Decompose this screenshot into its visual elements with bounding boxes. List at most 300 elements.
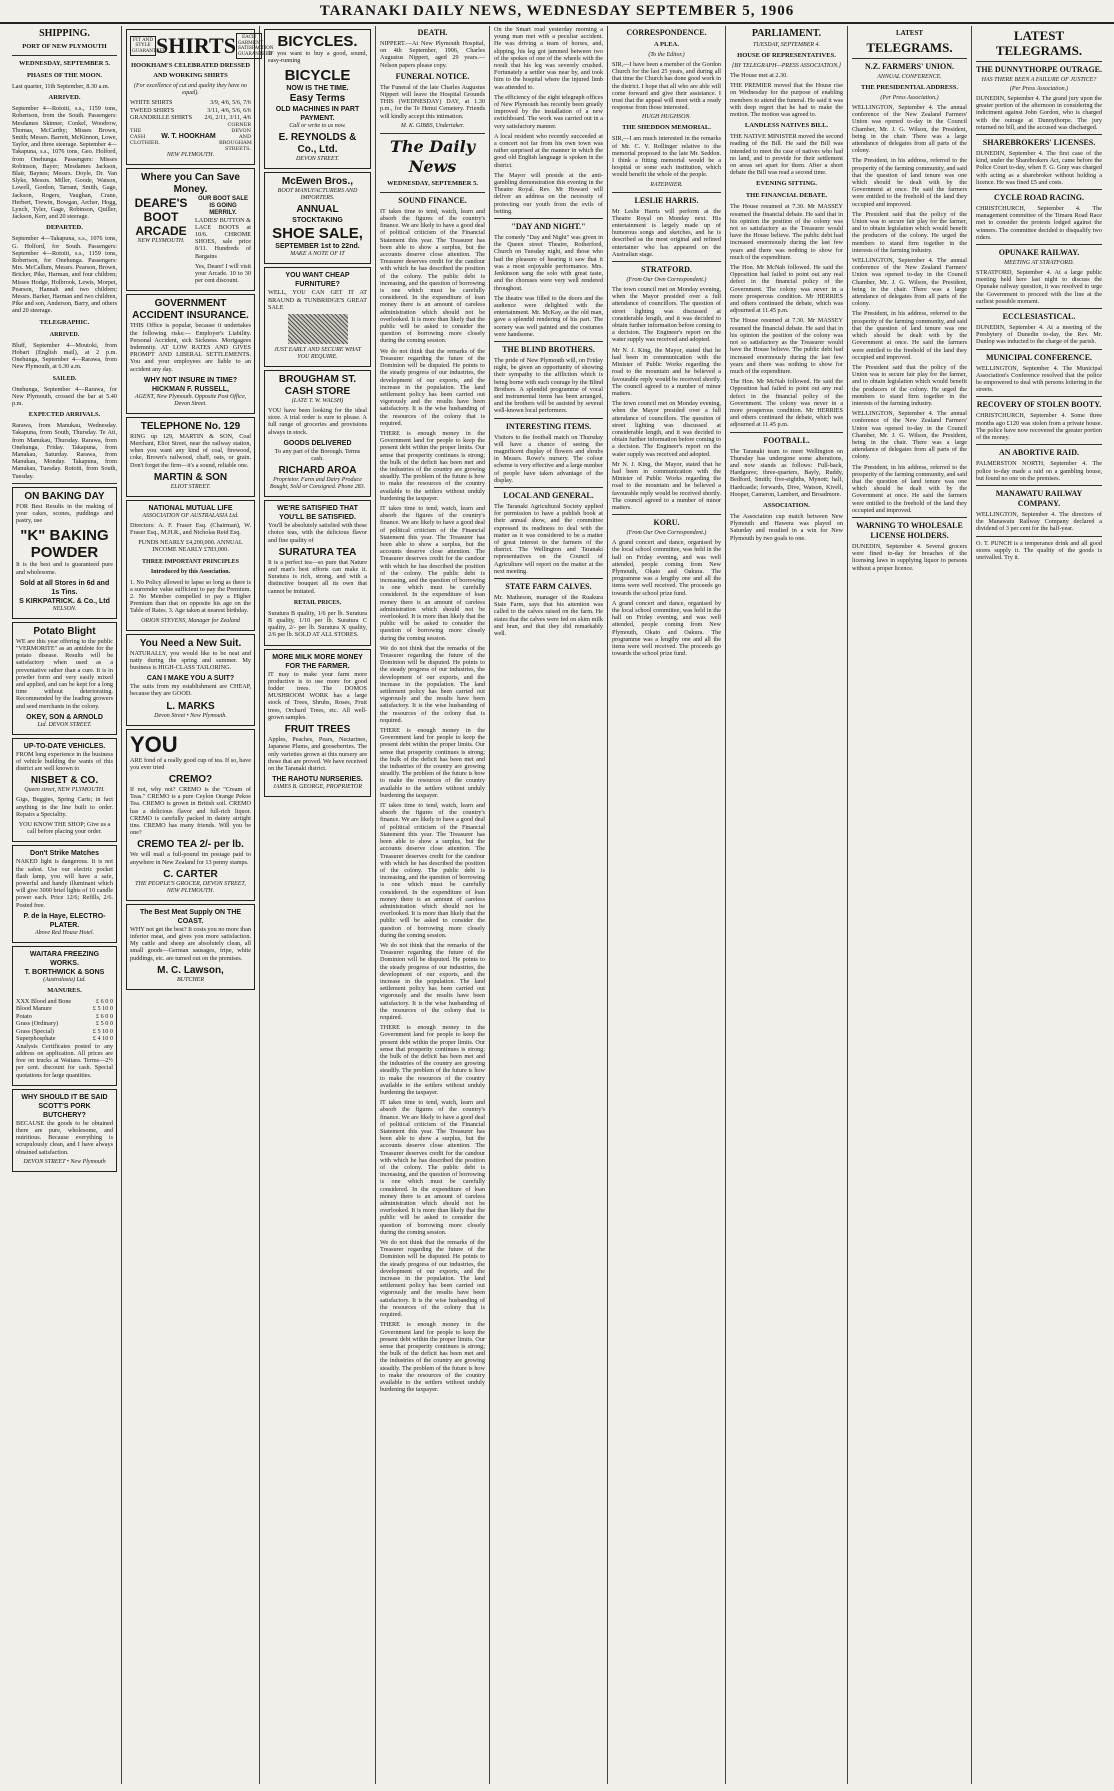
house-met: The House met at 2.30. bbox=[730, 72, 788, 79]
hookham-name: W. T. HOOKHAM bbox=[161, 133, 216, 140]
day-and-night-text: The comedy "Day and Night" was given in the Queen street Theatre, Rotherford, Church on Tuesday night, and those who had the pleasure of hearing it saw that it was a most enjoyable performance. Mrs. Jenkinson sang the solo with great taste, and the choruses were very well rendered throughout. bbox=[494, 234, 603, 292]
farmers-text-2: The President, in his address, referred to the prosperity of the farming community, and said that the question of land tenure was one which should be dealt with by the Government at once. He said the farmers were entitled to the freehold of the land they occupied and improved. bbox=[852, 463, 967, 514]
divider bbox=[976, 349, 1102, 350]
sheddon-sign: RATEPAYER. bbox=[650, 181, 683, 188]
divider bbox=[976, 244, 1102, 245]
aroa-sub: Proprietor. Farm and Dairy Produce Bought, Sold or Consigned. Phone 283. bbox=[269, 477, 366, 491]
koru-sub: (From Our Own Correspondent.) bbox=[626, 530, 707, 537]
masthead: TARANAKI DAILY NEWS, WEDNESDAY SEPTEMBER 5, 1906 bbox=[0, 0, 1114, 24]
column-2 bbox=[122, 26, 274, 1784]
leslie-harris-heading: LESLIE HARRIS. bbox=[634, 195, 699, 205]
stratford-text: The town council met on Monday evening, when the Mayor presided over a full attendance of councillors. The question of street lighting was discussed at considerable length, and it was decided to obtain further information before coming to a decision. The Engineer's report on the water supply was received and adopted. bbox=[612, 286, 721, 344]
divider bbox=[612, 261, 721, 262]
shirts-heading: SHIRTS bbox=[156, 33, 236, 58]
latest-label: LATEST bbox=[895, 29, 924, 37]
local-general-text: The Taranaki Agricultural Society applied for permission to have a publish book at their annual show, and the committee expressed its readiness to deal with the matter as it was considered to be a matter of great interest to the farmers of the district. The Wellington and Taranaki representatives on the Council of Agriculture will report on the matter at the next meeting. bbox=[494, 502, 603, 575]
lawson-sub: BUTCHER bbox=[177, 976, 204, 983]
finance-text-3: THERE is enough money in the Government land for people to keep the present debt within the proper limits. Our sense that prosperity continues is strong; the bulk of the deficit has been met and the industries of the country are growing steadily. The problem of the future is how to make the resources of the country available to the settlers without unduly burdening the taxpayer. bbox=[380, 429, 485, 502]
milk-heading: MORE MILK MORE MONEY FOR THE FARMER. bbox=[272, 653, 363, 670]
outrage-sub: HAS THERE BEEN A FAILURE OF JUSTICE? bbox=[981, 77, 1097, 83]
mcewen-shoe-sale-ad bbox=[264, 172, 371, 264]
scotts-text: BECAUSE the goods to be obtained there are pure, wholesome, and nutritious. Because everything is scrupulously clean, and I have always obtained satisfaction. bbox=[16, 1119, 113, 1156]
borthwick-sub: (Australasia) Ltd. bbox=[43, 976, 86, 983]
manure-row bbox=[16, 1035, 113, 1043]
brougham-text: YOU have been looking for the ideal store. A trial order is sure to please. A full range of groceries and provisions always in stock. bbox=[268, 407, 367, 436]
farmers-text: WELLINGTON, September 4. The annual conference of the New Zealand Farmers' Union was opened to-day in the Council Chamber, Mr. J. G. Wilson, the President, being in the chair. There was a large attendance of delegates from all parts of the colony. bbox=[852, 104, 967, 155]
licence-heading: WARNING TO WHOLESALE LICENSE HOLDERS. bbox=[856, 520, 963, 540]
sailed-text: Onehunga, September 4—Rarawa, for New Plymouth, crossed the bar at 5.40 p.m. bbox=[12, 385, 117, 407]
shirt-row-label: GRANDRILLE SHIRTS bbox=[130, 114, 193, 121]
press-line: (Per Press Association.) bbox=[1009, 86, 1069, 92]
matches-heading: Don't Strike Matches bbox=[30, 850, 99, 858]
parliament-heading: PARLIAMENT. bbox=[751, 28, 822, 39]
martin-name: MARTIN & SON bbox=[153, 471, 228, 483]
outrage-text: DUNEDIN, September 4. The grand jury upon the greater portion of the afternoon in considering the indictment against John Gordon, who is charged with the outrage at Dunnythorpe. The jury returned no bill, and the accused was discharged. bbox=[976, 95, 1102, 131]
vehicles-ad bbox=[12, 738, 117, 843]
goods-text: To any part of the Borough. Terms cash. bbox=[274, 447, 361, 463]
plea-heading: A PLEA. bbox=[654, 41, 679, 48]
kirkpatrick-name: S KIRKPATRICK. & Co., Ltd bbox=[19, 597, 110, 605]
potato-heading: Potato Blight bbox=[33, 625, 96, 637]
sharebrokers-text: DUNEDIN, September 4. The first case of the kind, under the Sharebrokers Act, came before the Police Court to-day, when F. G. Gray was charged with acting as a sharebroker without holding a licence. He was fined £5 and costs. bbox=[976, 150, 1102, 186]
mutual-directors: Directors: A. F. Fraser Esq. (Chairman), W. Fraser Esq., M.H.R., and Nicholas Reid Esq. bbox=[130, 521, 251, 536]
divider bbox=[612, 514, 721, 515]
scotts-addr: DEVON STREET • New Plymouth bbox=[23, 1158, 106, 1165]
furniture-foot: JUST EARLY AND SECURE WHAT YOU REQUIRE. bbox=[273, 347, 362, 361]
finance-text: IT takes time to tend, watch, learn and absorb the figures of the country's finance. We are likely to have a good deal of political criticism of the Financial Statement this year. The Treasurer has been able to show a surplus, but the accounts deserve close attention. The Treasurer deserves credit for the candour with which he has described the position of the colony. The public debt is increasing, and the question of borrowing is one which must be carefully considered. In the expenditure of loan money there is an amount of careless administration which should not be overlooked. It is more than likely that the public will be asked to consider the question of borrowing more closely during the coming session. bbox=[380, 1099, 485, 1236]
suratura-name: SURATURA TEA bbox=[278, 546, 357, 558]
carter-name: C. CARTER bbox=[163, 868, 218, 880]
state-farm-text: Mr. Matheson, manager of the Ruakura State Farm, says that his attention was called to the calves raised on the farm. He states that the calves were fed on skim milk and bran, and that they did remarkably well. bbox=[494, 594, 603, 638]
baking-note: It is the best and is guaranteed pure and wholesome. bbox=[16, 561, 113, 576]
divider bbox=[494, 578, 603, 579]
ecclesiastical-heading: ECCLESIASTICAL. bbox=[1002, 312, 1076, 322]
divider bbox=[976, 485, 1102, 486]
kirkpatrick-place: NELSON. bbox=[52, 605, 77, 612]
deare-right bbox=[195, 196, 251, 288]
association-heading: ASSOCIATION. bbox=[763, 501, 810, 509]
expected-heading: EXPECTED ARRIVALS. bbox=[28, 411, 101, 419]
debate-text: The House resumed at 7.30. Mr MASSEY resumed the financial debate. He said that in his opinion the position of the colony was not so satisfactory as the Treasurer would have the House believe. The public debt had increased enormously during the last few years and there was nothing to show for much of the expenditure. bbox=[730, 203, 843, 261]
manure-row bbox=[16, 1028, 113, 1036]
matches-text: NAKED light is dangerous. It is not the safest. Use our electric pocket flash lamp, you will have a safe, powerful and handy illuminant which will give 3000 brief lights of 10 candle power each. Price 12/6; Refills, 2/6. Posted free. bbox=[16, 858, 113, 909]
manure-row bbox=[16, 998, 113, 1006]
outrage-heading: THE DUNNYTHORPE OUTRAGE. bbox=[976, 65, 1103, 74]
hookham-left: THE CASH CLOTHIER. bbox=[130, 127, 160, 146]
cycle-heading: CYCLE ROAD RACING. bbox=[993, 193, 1084, 203]
suit-text: NATURALLY, you would like to be neat and natty during the spring and summer. My business is HIGH-CLASS TAILORING. bbox=[130, 649, 251, 671]
finance-text-3: THERE is enough money in the Government land for people to keep the present debt within the proper limits. Our sense that prosperity continues is strong; the bulk of the deficit has been met and the industries of the country are growing steadily. The problem of the future is how to make the resources of the country available to the settlers without unduly burdening the taxpayer. bbox=[380, 727, 485, 799]
columns bbox=[8, 26, 1106, 1784]
manure-row bbox=[16, 1005, 113, 1013]
plea-to: (To the Editor.) bbox=[648, 52, 685, 58]
telephone-text: RING up 129, MARTIN & SON, Coal Merchant, Eliot Street, near the railway station, when you want any kind of coal, firewood, coke, Brown's railwood, chaff, oats, or grain. Don't forget the firm—it's a sound, reliable one. bbox=[130, 432, 251, 469]
divider bbox=[494, 218, 603, 219]
sheddon-text: SIR,—I am much interested in the remarks of Mr. C. Y. Rollinger relative to the memorial proposed to the late Mr. Seddon. I think a fitting memorial would be a hospital or some such institution, which would benefit the whole of the people. bbox=[612, 135, 721, 179]
paper-date: WEDNESDAY, SEPTEMBER 5. bbox=[387, 179, 478, 187]
shipping-heading: SHIPPING. bbox=[39, 28, 90, 39]
farmers-text-2: The President, in his address, referred to the prosperity of the farming community, and said that the question of land tenure was one which should be dealt with by the Government at once. He said the farmers were entitled to the freehold of the land they occupied and improved. bbox=[852, 157, 967, 208]
divider bbox=[380, 192, 485, 193]
divider bbox=[976, 189, 1102, 190]
telephone-heading: TELEPHONE No. 129 bbox=[140, 420, 241, 432]
plea-sign: HUGH HUGHSON. bbox=[642, 114, 691, 121]
abortive-raid-heading: AN ABORTIVE RAID. bbox=[999, 448, 1079, 458]
shirts-header bbox=[130, 33, 274, 59]
lawson-name: M. C. Lawson, bbox=[157, 964, 224, 976]
mcewen-name: McEwen Bros., bbox=[281, 176, 354, 188]
old-machines: OLD MACHINES IN PART PAYMENT. bbox=[275, 106, 360, 123]
punch-ad-text: O. T. PUNCH is a temperance drink and all good stores supply it. The quality of the goods is unrivalled. Try it. bbox=[976, 539, 1102, 561]
baking-day-heading: ON BAKING DAY bbox=[24, 490, 105, 502]
goods-delivered: GOODS DELIVERED bbox=[283, 439, 352, 447]
column-6 bbox=[608, 26, 726, 1784]
divider bbox=[612, 192, 721, 193]
mutual-principles-heading: THREE IMPORTANT PRINCIPLES Introduced by this Association. bbox=[142, 558, 239, 575]
deare-title: Where you Can Save Money. bbox=[141, 171, 240, 195]
furniture-text: WELL, YOU CAN GET IT AT BRAUND & TUNBRIDGE'S GREAT SALE bbox=[268, 289, 367, 311]
nisbet-text: Gigs, Buggies, Spring Carts; in fact anything in the line built to order. Repairs a Speciality. bbox=[16, 796, 113, 818]
manures-heading: MANURES. bbox=[47, 986, 82, 994]
matches-ad bbox=[12, 845, 117, 942]
municipal-heading: MUNICIPAL CONFERENCE. bbox=[985, 352, 1093, 362]
deare-sale: OUR BOOT SALE IS GOING MERRILY. bbox=[197, 195, 248, 216]
finance-text: IT takes time to tend, watch, learn and absorb the figures of the country's finance. We are likely to have a good deal of political criticism of the Financial Statement this year. The Treasurer has been able to show a surplus, but the accounts deserve close attention. The Treasurer deserves credit for the candour with which he has described the position of the colony. The public debt is increasing, and the question of borrowing is one which must be carefully considered. In the expenditure of loan money there is an amount of careless administration which should not be overlooked. It is more than likely that the public will be asked to consider the question of borrowing more closely during the coming session. bbox=[380, 802, 485, 939]
manure-row bbox=[16, 1020, 113, 1028]
municipal-text: WELLINGTON, September 4. The Municipal Association's Conference resolved that the police be empowered to deal with persons loitering in the streets. bbox=[976, 364, 1102, 394]
divider bbox=[12, 55, 117, 56]
vehicles-heading: UP-TO-DATE VEHICLES. bbox=[23, 742, 106, 750]
cremo-text: ARE fond of a really good cup of tea. If so, have you ever tried bbox=[130, 756, 251, 771]
parliament-date: TUESDAY, SEPTEMBER 4. bbox=[752, 42, 821, 48]
landless-heading: LANDLESS NATIVES BILL. bbox=[744, 122, 829, 130]
manure-row-label: Superphosphate bbox=[16, 1035, 56, 1043]
funeral-heading: FUNERAL NOTICE. bbox=[395, 71, 470, 81]
finance-text-2: We do not think that the remarks of the Treasurer regarding the future of the Dominion will be disputed. He points to the steady progress of our industries, the development of our exports, and the increase in the population. The land settlement policy has been carried out vigorously and the results have been satisfactory. It is the wise husbanding of the resources of the colony that is required. bbox=[380, 644, 485, 724]
telegraphic-arrived-text: Bluff, September 4—Moutoki, from Hobart (English mail), at 2 p.m. Onehunga, September 4—Rarawa, from New Plymouth, at 6.30 a.m. bbox=[12, 341, 117, 371]
death-heading: DEATH. bbox=[417, 28, 448, 37]
finance-text-3: THERE is enough money in the Government land for people to keep the present debt within the proper limits. Our sense that prosperity continues is strong; the bulk of the deficit has been met and the industries of the country are growing steadily. The problem of the future is how to make the resources of the country available to the settlers without unduly burdening the taxpayer. bbox=[380, 1024, 485, 1096]
baking-sold: Sold at all Stores in 6d and 1s Tins. bbox=[19, 579, 110, 596]
deare-name: DEARE'S BOOT ARCADE bbox=[134, 195, 188, 238]
divider bbox=[380, 133, 485, 134]
column-5 bbox=[490, 26, 608, 1784]
waitara-ad bbox=[12, 946, 117, 1086]
retail-text: Suratura B quality, 1/6 per lb. Suratura B quality, 1/10 per lb. Suratura C quality, 2/- per lb. Suratura X quality, 2/6 per lb. SOLD AT ALL STORES. bbox=[268, 609, 367, 639]
landless-text: THE NATIVE MINISTER moved the second reading of the Bill. He said the Bill was intended to meet the case of natives who had no land, and to provide for their settlement on areas set apart for them. After a short debate the Bill was read a second time. bbox=[730, 133, 843, 177]
koru-heading: KORU. bbox=[653, 518, 680, 528]
retail-prices-heading: RETAIL PRICES. bbox=[293, 599, 342, 606]
mutual-title: NATIONAL MUTUAL LIFE bbox=[148, 504, 233, 512]
latest-telegrams-heading: LATEST TELEGRAMS. bbox=[995, 28, 1083, 58]
stratford-text: The town council met on Monday evening, when the Mayor presided over a full attendance of councillors. The question of street lighting was discussed at considerable length, and it was decided to obtain further information before coming to a decision. The Engineer's report on the water supply was received and adopted. bbox=[612, 400, 721, 458]
finance-text-3: THERE is enough money in the Government land for people to keep the present debt within the proper limits. Our sense that prosperity continues is strong; the bulk of the deficit has been met and the industries of the country are growing steadily. The problem of the future is how to make the resources of the country available to the settlers without unduly burdening the taxpayer. bbox=[380, 1321, 485, 1394]
finance-text-2: We do not think that the remarks of the Treasurer regarding the future of the Dominion will be disputed. He points to the steady progress of our industries, the development of our exports, and the increase in the population. The land settlement policy has been carried out vigorously and the results have been satisfactory. It is the wise husbanding of the resources of the colony that is required. bbox=[380, 1239, 485, 1319]
mayor-text: The Mayor will preside at the anti-gambling demonstration this evening in the Theatre Royal. Rev. Mr Howard will deliver an address on the necessity of protecting our youth from the evils of betting. bbox=[494, 171, 603, 215]
mcewen-sub: BOOT MANUFACTURERS AND IMPORTERS. bbox=[277, 188, 358, 202]
sale-dates: SEPTEMBER 1st to 22nd. bbox=[275, 243, 360, 251]
evening-heading: EVENING SITTING. bbox=[756, 180, 817, 188]
football-heading: FOOTBALL. bbox=[763, 435, 810, 445]
government-insurance-ad bbox=[126, 294, 255, 413]
bicycle-call: Call or write to us now. bbox=[289, 123, 346, 130]
aroa-name: RICHARD AROA bbox=[278, 465, 357, 477]
leslie-harris-text: Mr Leslie Harris will perform at the Theatre Royal on Monday next. His entertainment is largely made up of humorous songs and sketches, and he is described as the most original and refined entertainer who has appeared on the Australian stage. bbox=[612, 207, 721, 258]
manure-row-label: XXX Blood and Bone bbox=[16, 997, 72, 1005]
manure-row-label: Grass (Special) bbox=[16, 1027, 54, 1035]
bicycle-word: BICYCLE bbox=[284, 67, 351, 85]
manure-row bbox=[16, 1013, 113, 1021]
telegraphic-arrived-heading: ARRIVED. bbox=[49, 331, 80, 338]
manure-price-list bbox=[16, 998, 113, 1043]
interesting-items-heading: INTERESTING ITEMS. bbox=[505, 421, 592, 431]
manure-row-price: £ 5 10 0 bbox=[92, 1005, 113, 1013]
shirt-row bbox=[130, 99, 251, 107]
hookham-ad bbox=[126, 29, 274, 165]
opunake-heading: OPUNAKE RAILWAY. bbox=[998, 248, 1080, 258]
shirt-row-price: 3/11, 4/6, 5/6, 6/6 bbox=[207, 106, 251, 114]
borthwick-name: T. BORTHWICK & SONS bbox=[24, 968, 105, 976]
rahotu-nurseries-ad bbox=[264, 649, 371, 797]
manawatu-text: WELLINGTON, September 4. The directors of the Manawatu Railway Company declared a dividend of 3 per cent for the half-year. bbox=[976, 510, 1102, 533]
cremo-question: CREMO? bbox=[168, 774, 213, 786]
mutual-manager: ORION STEVENS, Manager for Zealand bbox=[141, 617, 240, 624]
manure-row-label: Blood Manure bbox=[16, 1005, 52, 1013]
delahaye-name: P. de la Haye, ELECTRO-PLATER. bbox=[23, 912, 106, 929]
meat-text: WHY not get the best? It costs you no more than inferior meat, and gives you more satisfaction. My cattle and sheep are absolutely clean, all small goods—German sausages, tripe, white puddings, etc. are turned out on the premises. bbox=[130, 925, 251, 962]
hookham-right: CORNER DEVON AND BROUGHAM STREETS. bbox=[218, 121, 252, 152]
departed-heading: DEPARTED. bbox=[46, 224, 83, 232]
manure-note: Analysis Certificates posted to any address on application. All prices are free on trucks at Waitara. Terms—2½ per cent. discount for cash. Special quotations for large quantities. bbox=[16, 1042, 113, 1079]
hookham-title: HOOKHAM'S CELEBRATED DRESSED AND WORKING SHIRTS bbox=[130, 62, 251, 79]
divider bbox=[494, 418, 603, 419]
brougham-store-ad bbox=[264, 370, 371, 497]
furniture-illustration bbox=[288, 314, 348, 344]
ecclesiastical-text: DUNEDIN, September 4. At a meeting of the Presbytery of Dunedin to-day, the Rev. Mr. Dunlop was inducted to the charge of the parish. bbox=[976, 324, 1102, 346]
scotts-ad bbox=[12, 1089, 117, 1172]
gov-title: GOVERNMENT ACCIDENT INSURANCE. bbox=[132, 298, 249, 322]
plea-text: SIR,—I have been a member of the Gordon Church for the last 25 years, and during all that time the Church has done good work in the district. I hope that all who are able will come forward and give their assistance. I trust that the appeal will meet with a ready response from those interested. bbox=[612, 61, 721, 112]
farmers-text-3: The President said that the policy of the Union was to secure fair play for the farmer, and to obtain legislation which would benefit the producers of the colony. He urged the members to stand firm together in the interests of the farming industry. bbox=[852, 363, 967, 407]
divider bbox=[494, 487, 603, 488]
divider bbox=[976, 396, 1102, 397]
stratford-heading: STRATFORD. bbox=[641, 265, 692, 275]
reynolds-bicycle-ad bbox=[264, 29, 371, 169]
hookham-town: NEW PLYMOUTH. bbox=[166, 151, 215, 158]
easy-terms: Easy Terms bbox=[289, 93, 346, 105]
undertaker: M. K. GIBBS, Undertaker. bbox=[400, 122, 465, 129]
shirt-price-list bbox=[130, 99, 251, 122]
shirt-row bbox=[130, 107, 251, 115]
arrived-heading: ARRIVED. bbox=[48, 94, 81, 102]
football-text: The Taranaki team to meet Wellington on Thursday has undergone some alterations, and now stands as follows: Full-back, Hardgrave; three-quarters, Bayly, Ruddy, Bedford, Smith; five-eighths, Mynott; half, Hardcastle; forwards, Dive, Watson, Kivell, Hooper, Cameron, Lambert, and Broadmore. bbox=[730, 447, 843, 498]
finance-text: IT takes time to tend, watch, learn and absorb the figures of the country's finance. We are likely to have a good deal of political criticism of the Financial Statement this year. The Treasurer has been able to show a surplus, but the accounts deserve close attention. The Treasurer deserves credit for the candour with which he has described the position of the colony. The public debt is increasing, and the question of borrowing is one which must be carefully considered. In the expenditure of loan money there is an amount of careless administration which should not be overlooked. It is more than likely that the public will be asked to consider the question of borrowing more closely during the coming session. bbox=[380, 207, 485, 345]
departed-text: September 4—Takapuna, s.s., 1076 tons, G. Holford, for South. Passengers: September 4—Rotoiti, s.s., 1159 tons, Robertson, for Onehunga. Passengers: Mrs. McCallum, Messrs. Pearson, Brown, Bricker, Pike, Harman, and four children; Misses Hodge, Holbrook, Lewis, Morpet, Pearson, Hannah and two children; Messrs. Barker, Harman and two children, Pike and son, Anderson, Barry, and others and 20 steerage. bbox=[12, 235, 117, 315]
okey-sub: Ltd. DEVON STREET. bbox=[37, 721, 92, 728]
blind-brothers-heading: THE BLIND BROTHERS. bbox=[502, 344, 595, 354]
deare-body bbox=[130, 196, 251, 288]
death-text: NIPPERT.—At New Plymouth Hospital, on 4th September, 1906, Charles Augustus Nippert, aged 29 years.—Nelson papers please copy. bbox=[380, 40, 485, 69]
interesting-items-text: Visitors to the football match on Thursday will have a chance of seeing the magnificent display of flowers and shrubs in Messrs. Rowe's nursery. The colour scheme is very effective and a large number of people have taken advantage of the display. bbox=[494, 433, 603, 484]
manawatu-heading: MANAWATU RAILWAY COMPANY. bbox=[995, 488, 1083, 508]
cremo-text2: If not, why not? CREMO is the "Cream of Teas." CREMO is a pure Ceylon Orange Pekoe Tea. CREMO is grown in British soil. CREMO has a delicious flavor and full-rich liquor. CREMO is carefully packed in dainty airtight tins. CREMO has many friends. Will you be one? bbox=[130, 786, 251, 837]
potato-blight-ad bbox=[12, 622, 117, 735]
divider bbox=[852, 58, 967, 59]
fruit-text: Apples, Peaches, Pears, Nectarines, Japanese Plums, and gooseberries. The only varieties grown at this nursery are those that are proved. We have received on the Taranaki district. bbox=[268, 736, 367, 772]
divider bbox=[976, 444, 1102, 445]
deare-ad bbox=[126, 168, 255, 292]
deare-place: NEW PLYMOUTH. bbox=[137, 237, 185, 244]
port-heading: PORT OF NEW PLYMOUTH bbox=[22, 43, 107, 50]
milk-text: IT may to make your farm more productive is to use more for good fodder trees. The DOMOS MUSHROOM WORK has a large stock of Trees, Shrubs, Roses, Fruit trees, Orchard Trees, etc. All well-grown samples. bbox=[268, 670, 367, 721]
bicycle-text: IF you want to buy a good, sound, easy-running bbox=[268, 50, 367, 65]
cremo-price: CREMO TEA 2/- per lb. bbox=[137, 839, 244, 851]
blind-brothers-text: The pride of New Plymouth will, on Friday night, be given an opportunity of showing their sympathy to the affliction which is being borne with such courage by the Blind Brothers. A splendid programme of vocal and instrumental items has been arranged, and the brothers will be assisted by several well-known local performers. bbox=[494, 356, 603, 415]
national-mutual-ad bbox=[126, 500, 255, 631]
waitara-heading: WAITARA FREEZING WORKS. bbox=[29, 950, 100, 967]
meat-title: The Best Meat Supply ON THE COAST. bbox=[139, 908, 242, 925]
make-note: MAKE A NOTE OF IT bbox=[290, 251, 345, 258]
sheddon-heading: THE SHEDDON MEMORIAL. bbox=[622, 124, 711, 132]
nisbet-name: NISBET & CO. bbox=[30, 775, 99, 787]
shipping-date: WEDNESDAY, SEPTEMBER 5. bbox=[19, 60, 110, 67]
martin-addr: ELIOT STREET. bbox=[170, 483, 211, 490]
correspondence-heading: CORRESPONDENCE. bbox=[626, 28, 707, 37]
finance-heading: SOUND FINANCE. bbox=[398, 195, 467, 205]
moon-heading: PHASES OF THE MOON. bbox=[26, 72, 103, 79]
shoe-sale-word: SHOE SALE, bbox=[272, 225, 363, 243]
booty-text: CHRISTCHURCH, September 4. Some three months ago £120 was stolen from a private house. The police have now recovered the greater portion of the money. bbox=[976, 412, 1102, 442]
carter-sub: THE PEOPLE'S GROCER, DEVON STREET, NEW PLYMOUTH. bbox=[135, 880, 246, 894]
finance-text: IT takes time to tend, watch, learn and absorb the figures of the country's finance. We are likely to have a good deal of political criticism of the Financial Statement this year. The Treasurer has been able to show a surplus, but the accounts deserve close attention. The Treasurer deserves credit for the candour with which he has described the position of the colony. The public debt is increasing, and the question of borrowing is one which must be carefully considered. In the expenditure of loan money there is an amount of careless administration which should not be overlooked. It is more than likely that the public will be asked to consider the question of borrowing more closely during the coming session. bbox=[380, 504, 485, 642]
reynolds-name: E. REYNOLDS & Co., Ltd. bbox=[278, 132, 357, 156]
farmers-text: WELLINGTON, September 4. The annual conference of the New Zealand Farmers' Union was opened to-day in the Council Chamber, Mr. J. G. Wilson, the President, being in the chair. There was a large attendance of delegates from all parts of the colony. bbox=[852, 257, 967, 308]
expected-text: Rarawa, from Manukau, Wednesday. Takapuna, from South, Thursday. Te Ati, from Manukau, Thursday. Rarawa, from Onehunga, Friday. Takapuna, from Manukau, Saturday. Rarawa, from Manukau, Monday. Takapuna, from Manukau, Tuesday. Rotoiti, from South, Tuesday. bbox=[12, 422, 117, 480]
debate-text: The House resumed at 7.30. Mr MASSEY resumed the financial debate. He said that in his opinion the position of the colony was not so satisfactory as the Treasurer would have the House believe. The public debt had increased enormously during the last few years and there was nothing to show for much of the expenditure. bbox=[730, 317, 843, 375]
press-line: [BY TELEGRAPH—PRESS ASSOCIATION.] bbox=[731, 63, 842, 69]
arrived-text: September 4—Rotoiti, s.s., 1159 tons, Robertson, from the South. Passengers: Mesdames Skinner, Conkel, Woodrow, Thomas, McCarthy; Misses Brown, Smith; Messrs. Barrett, McKinnon, Lowe, Taylor, and three steerage. September 4—Takapuna, s.s., 1076 tons, Geo. Holford, from Onehunga. Passengers: Misses Robinson, Bayer; Mesdames Jackson, Blair, Baynes; Messrs. Doyle, Dr. Van Slyke, Messrs. Miller, Goode, Watson, Lowell, Gordon, Tarrant, Smith, Gage, Jackson, Rogers, Vaughan, Crane, Herbert, Trewin, Bowgan, Archer, Hogg, Lynch, Tyler, Gage, Robinson, Quiller, Jackson, Kerr, and 20 steerage. bbox=[12, 105, 117, 221]
annual-word: ANNUAL bbox=[296, 204, 339, 216]
mutual-points: 1. No Policy allowed to lapse so long as there is a surrender value sufficient to pay the Premium. 2. No Member compelled to pay a Higher Premium than that on opposite his age on the Table of Rates. 3. Age taken at nearest birthday. bbox=[130, 578, 251, 615]
state-farm-heading: STATE FARM CALVES. bbox=[505, 582, 592, 591]
divider bbox=[976, 134, 1102, 135]
martin-son-ad bbox=[126, 417, 255, 497]
opunake-sub: MEETING AT STRATFORD. bbox=[1004, 260, 1074, 267]
manure-row-price: £ 6 0 0 bbox=[95, 1012, 113, 1020]
suratura-head: WE'RE SATISFIED THAT YOU'LL BE SATISFIED. bbox=[277, 505, 358, 522]
divider bbox=[976, 308, 1102, 309]
day-and-night-heading: "DAY AND NIGHT." bbox=[511, 222, 586, 232]
manure-row-label: Grass (Ordinary) bbox=[16, 1020, 59, 1028]
opunake-text: STRATFORD, September 4. At a large public meeting held here last night to discuss the Opunake railway question, it was resolved to urge the Government to proceed with the line at the earliest possible moment. bbox=[976, 269, 1102, 305]
deare-foot: Yes, Deare! I will visit your Arcade. 10 to 30 per cent discount. bbox=[195, 262, 251, 285]
finance-text-2: We do not think that the remarks of the Treasurer regarding the future of the Dominion will be disputed. He points to the steady progress of our industries, the development of our exports, and the increase in the population. The land settlement policy has been carried out vigorously and the results have been satisfactory. It is the wise husbanding of the resources of the colony that is required. bbox=[380, 347, 485, 427]
bicycles-heading: BICYCLES. bbox=[277, 33, 358, 50]
shirt-row-label: TWEED SHIRTS bbox=[130, 106, 175, 114]
bicycle-now: NOW IS THE TIME. bbox=[286, 85, 349, 93]
scotts-name: SCOTT'S PORK BUTCHERY? bbox=[38, 1102, 91, 1119]
local-general-heading: LOCAL AND GENERAL. bbox=[503, 490, 594, 500]
lawson-butcher-ad bbox=[126, 904, 255, 990]
marks-addr: Devon Street • New Plymouth. bbox=[154, 712, 227, 719]
cremo-text3: We will mail a full-pound tin postage paid to anywhere in New Zealand for 13 penny stamps. bbox=[130, 851, 251, 866]
association-text: The Association cup match between New Plymouth and Hawera was played on Saturday and resulted in a win for New Plymouth by two goals to one. bbox=[730, 512, 843, 542]
funeral-text: The Funeral of the late Charles Augustus Nippert will leave the Hospital Grounds THIS (WEDNESDAY) DAY, at 1.30 p.m., for the Te Henui Cemetery. Friends will kindly accept this intimation. bbox=[380, 83, 485, 120]
column-8 bbox=[848, 26, 972, 1784]
stratford-sub: (From Our Own Correspondent.) bbox=[626, 277, 707, 284]
suratura-text2: It is a perfect tea—so pure that Nature and man's best efforts can make it. Suratura is rich, strong, and with a distinctive bouquet all its own that cannot be imitated. bbox=[268, 558, 367, 595]
farmers-sub: ANNUAL CONFERENCE. bbox=[877, 74, 942, 80]
suit-title: You Need a New Suit. bbox=[139, 637, 242, 649]
sharebrokers-heading: SHAREBROKERS' LICENSES. bbox=[982, 138, 1096, 148]
financial-debate-heading: THE FINANCIAL DEBATE. bbox=[745, 192, 828, 200]
shirt-row-price: 2/6, 2/11, 3/11, 4/6 bbox=[204, 114, 251, 121]
house-heading: HOUSE OF REPRESENTATIVES. bbox=[737, 52, 836, 59]
gov-agent: HICKMAN F. RUSSELL, bbox=[152, 385, 229, 393]
rahotu-sub: JAMES B. GEORGE, PROPRIETOR bbox=[272, 784, 363, 791]
brougham-name: BROUGHAM ST. CASH STORE bbox=[278, 374, 357, 398]
debate-text-2: The Hon. Mr McNab followed. He said the Opposition had failed to point out any real defect in the financial policy of the Government. The colony was never in a more prosperous condition. Mr HERRIES and others continued the debate, which was adjourned at 11.45 p.m. bbox=[730, 378, 843, 429]
suratura-tea-ad bbox=[264, 500, 371, 645]
column-3 bbox=[260, 26, 376, 1784]
manure-row-price: £ 4 10 0 bbox=[92, 1035, 113, 1043]
manure-row-label: Potato bbox=[16, 1012, 32, 1020]
divider bbox=[852, 517, 967, 518]
divider bbox=[976, 536, 1102, 537]
finance-text-2: We do not think that the remarks of the Treasurer regarding the future of the Dominion will be disputed. He points to the steady progress of our industries, the development of our exports, and the increase in the population. The land settlement policy has been carried out vigorously and the results have been satisfactory. It is the wise husbanding of the resources of the colony that is required. bbox=[380, 941, 485, 1021]
suit-question: CAN I MAKE YOU A SUIT? bbox=[146, 675, 235, 683]
nisbet-sub: Queen street, NEW PLYMOUTH. bbox=[24, 787, 105, 794]
stratford-text-2: Mr N. J. King, the Mayor, stated that he had been in communication with the Minister of Public Works regarding the road to the mountain and he believed a favourable reply would be received shortly. The council agreed to a number of minor matters. bbox=[612, 346, 721, 397]
stocktaking-word: STOCKTAKING bbox=[292, 217, 343, 225]
vehicles-text: FROM long experience in the business of vehicle building the wants of this district are well known to bbox=[16, 750, 113, 773]
cycle-text: CHRISTCHURCH, September 4. The management committee of the Timaru Road Race met to consider the protests lodged against the winners. The committee decided to disqualify two riders. bbox=[976, 205, 1102, 241]
mutual-sub: ASSOCIATION OF AUSTRALASIA Ltd. bbox=[142, 512, 239, 519]
deare-text: LADIES' BUTTON & LACE BOOTS at 10/6. CHROME SHOES, sale price 8/11. Hundreds of Bargains bbox=[195, 216, 251, 260]
debate-text-2: The Hon. Mr McNab followed. He said the Opposition had failed to point out any real defect in the financial policy of the Government. The colony was never in a more prosperous condition. Mr HERRIES and others continued the debate, which was adjourned at 11.45 p.m. bbox=[730, 264, 843, 315]
rahotu-name: THE RAHOTU NURSERIES. bbox=[272, 776, 363, 784]
shop-text: YOU KNOW THE SHOP; Give us a call before placing your order. bbox=[18, 821, 111, 836]
farmers-union-heading: N.Z. FARMERS' UNION. bbox=[865, 62, 954, 71]
sailed-heading: SAILED. bbox=[52, 375, 77, 382]
moon-text: Last quarter, 11th September, 8.30 a.m. bbox=[12, 83, 110, 90]
abortive-raid-text: PALMERSTON NORTH, September 4. The police to-day made a raid on a gambling house, but found no one on the premises. bbox=[976, 460, 1102, 482]
booty-heading: RECOVERY OF STOLEN BOOTY. bbox=[976, 400, 1102, 410]
divider bbox=[730, 432, 843, 433]
smart-road-text: On the Smart road yesterday morning a young man met with a peculiar accident. He was driving a team of horses, and, slipping, his leg got jammed between two of the spokes of one of the wheels with the result that his leg was severely crushed. Fortunately a settler was near by, and took him to the hospital where the injured limb was attended to. bbox=[494, 26, 603, 91]
farmers-text: WELLINGTON, September 4. The annual conference of the New Zealand Farmers' Union was opened to-day in the Council Chamber, Mr. J. G. Wilson, the President, being in the chair. There was a large attendance of delegates from all parts of the colony. bbox=[852, 410, 967, 461]
marks-tailor-ad bbox=[126, 634, 255, 726]
shirt-row bbox=[130, 114, 251, 122]
presidential-address-heading: THE PRESIDENTIAL ADDRESS. bbox=[861, 84, 958, 91]
column-9 bbox=[972, 26, 1106, 1784]
farmers-text-2: The President, in his address, referred to the prosperity of the farming community, and said that the question of land tenure was one which should be dealt with by the Government at once. He said the farmers were entitled to the freehold of the land they occupied and improved. bbox=[852, 310, 967, 361]
press-line: (Per Press Association.) bbox=[880, 95, 939, 101]
baking-brand: "K" BAKING POWDER bbox=[20, 527, 109, 562]
column-4 bbox=[376, 26, 490, 1784]
gov-insure: WHY NOT INSURE IN TIME? bbox=[143, 376, 238, 384]
koru-text: A grand concert and dance, organised by the local school committee, was held in the hall on Friday evening, and was well attended, people coming from New Plymouth, Okato and Oakura. The programme was a lengthy one and all the items were well received. The proceeds go towards the school prize fund. bbox=[612, 539, 721, 597]
scotts-question: WHY SHOULD IT BE SAID bbox=[21, 1093, 108, 1101]
manure-row-price: £ 5 10 0 bbox=[92, 1027, 113, 1035]
licence-text: DUNEDIN, September 4. Several grocers were fined to-day for breaches of the licensing laws in supplying liquor to persons without a proper licence. bbox=[852, 542, 967, 572]
divider bbox=[976, 61, 1102, 62]
suratura-text: You'll be absolutely satisfied with these choice teas, with the delicious flavor and fine quality of bbox=[268, 522, 367, 544]
day-and-night-text-2: The theatre was filled to the doors and the audience were delighted with the entertainment. Mr. McKay, as the old man, gave a splendid rendering of his part. The scenery was well painted and the costumes were handsome. bbox=[494, 294, 603, 338]
okey-name: OKEY, SON & ARNOLD bbox=[26, 713, 103, 721]
stratford-text-2: Mr N. J. King, the Mayor, stated that he had been in communication with the Minister of Public Works regarding the road to the mountain and he believed a favourable reply would be received shortly. The council agreed to a number of minor matters. bbox=[612, 460, 721, 511]
divider bbox=[12, 483, 117, 484]
